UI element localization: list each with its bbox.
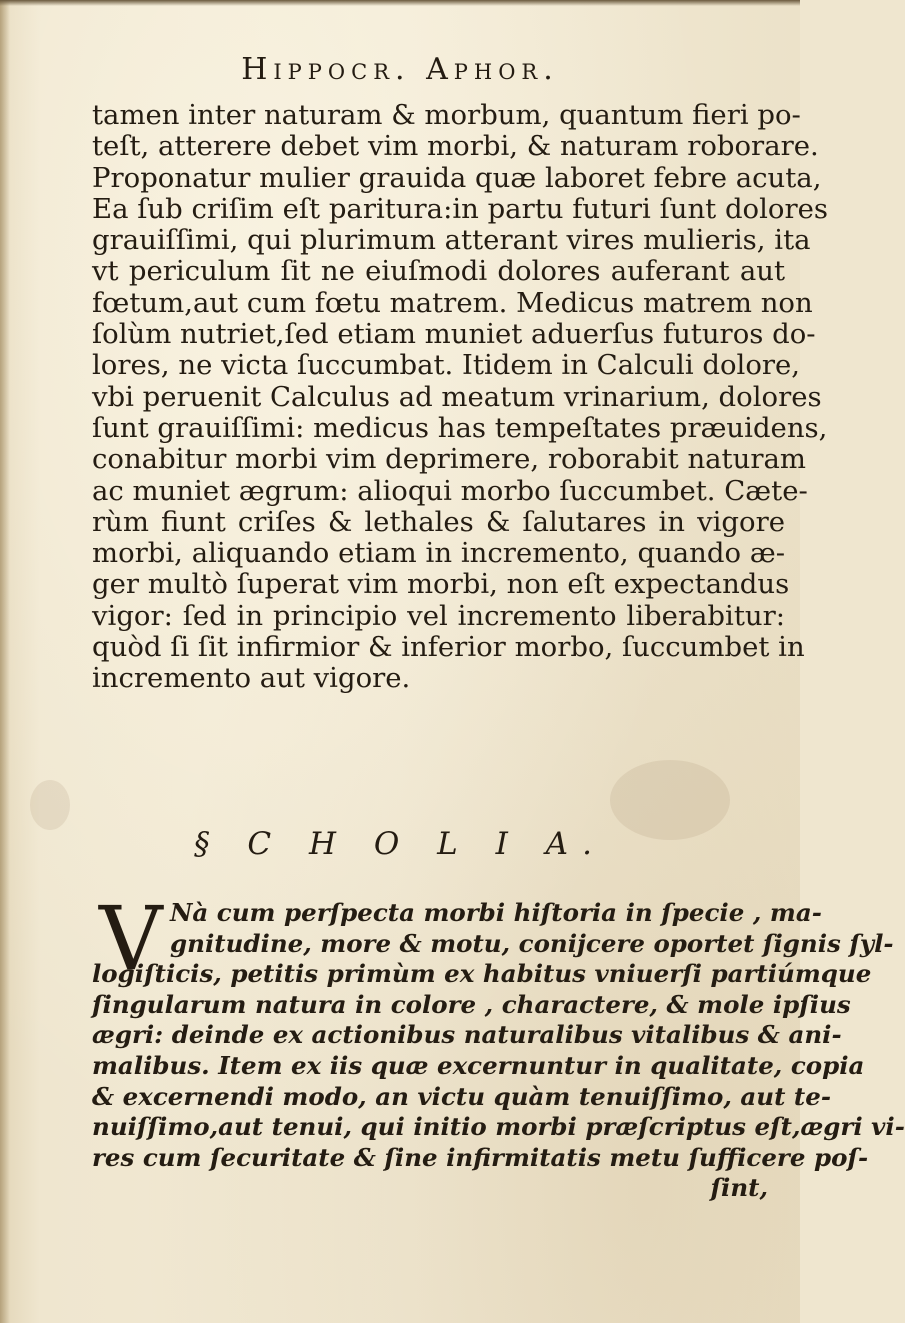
text-line: incremento aut vigore.	[92, 662, 411, 695]
scholia-line: ſingularum natura in colore , charactere, & mole ipſius	[92, 989, 851, 1019]
text-line: vt periculum ſit ne eiuſmodi dolores auferant aut	[92, 255, 785, 288]
text-line: teſt, atterere debet vim morbi, & naturam roborare.	[92, 130, 819, 163]
scholia-line: malibus. Item ex iis quæ excernuntur in qualitate, copia	[92, 1050, 865, 1080]
text-line: grauiſſimi, qui plurimum atterant vires mulieris, ita	[92, 224, 811, 257]
page-left-edge	[0, 0, 10, 1323]
text-line: rùm fiunt criſes & lethales & ſalutares in vigore	[92, 505, 785, 538]
scholia-line: & excernendi modo, an victu quàm tenuiſſimo, aut te-	[92, 1081, 831, 1111]
scholia-line: logiſticis, petitis primùm ex habitus vniuerſi partiúmque	[92, 959, 872, 989]
text-line: Proponatur mulier grauida quæ laboret febre acuta,	[92, 161, 822, 194]
text-line: vbi peruenit Calculus ad meatum vrinarium, dolores	[92, 380, 822, 413]
scholia-line: ægri: deinde ex actionibus naturalibus vitalibus & ani-	[92, 1020, 842, 1050]
text-line: Ea ſub criſim eſt paritura:in partu futuri ſunt dolores	[92, 192, 829, 225]
text-line: lores, ne victa ſuccumbat. Itidem in Calculi dolore,	[92, 349, 801, 382]
text-line: tamen inter naturam & morbum, quantum fieri po-	[92, 99, 801, 131]
text-line: ac muniet ægrum: alioqui morbo ſuccumbet. Cæte-	[92, 474, 808, 507]
text-line: ſolùm nutriet,ſed etiam muniet aduerſus futuros do-	[92, 318, 816, 351]
scholia-line: ſint,	[710, 1173, 768, 1203]
paper-stain	[30, 780, 70, 830]
scholia-line: Nà cum perſpecta morbi hiſtoria in ſpecie , ma-	[170, 898, 822, 927]
drop-capital: V	[99, 887, 163, 990]
text-line: ger multò ſuperat vim morbi, non eſt expectandus	[92, 568, 790, 601]
text-line: quòd ſi ſit infirmior & inferior morbo, ſuccumbet in	[92, 631, 805, 664]
text-line: morbi, aliquando etiam in incremento, quando æ-	[92, 537, 785, 570]
text-line: fœtum,aut cum fœtu matrem. Medicus matrem non	[92, 286, 813, 319]
scholia-line: res cum ſecuritate & ſine infirmitatis metu ſufficere poſ-	[92, 1142, 869, 1172]
aphorism-text	[92, 99, 829, 695]
running-header: Hippocr. Aphor.	[241, 52, 559, 87]
page-top-edge	[0, 0, 800, 6]
text-line: conabitur morbi vim deprimere, roborabit naturam	[92, 443, 806, 476]
section-heading: § C H O L I A.	[194, 826, 606, 862]
text-line: ſunt grauiſſimi: medicus has tempeſtates præuidens,	[92, 411, 828, 444]
scholia-line: nuiſſimo,aut tenui, qui initio morbi præſcriptus eſt,ægri vi-	[92, 1112, 905, 1142]
scholia-line: gnitudine, more & motu, conijcere oportet ſignis ſyl-	[170, 928, 894, 958]
scholia-text	[92, 887, 905, 1204]
text-line: vigor: ſed in principio vel incremento liberabitur:	[92, 599, 785, 632]
